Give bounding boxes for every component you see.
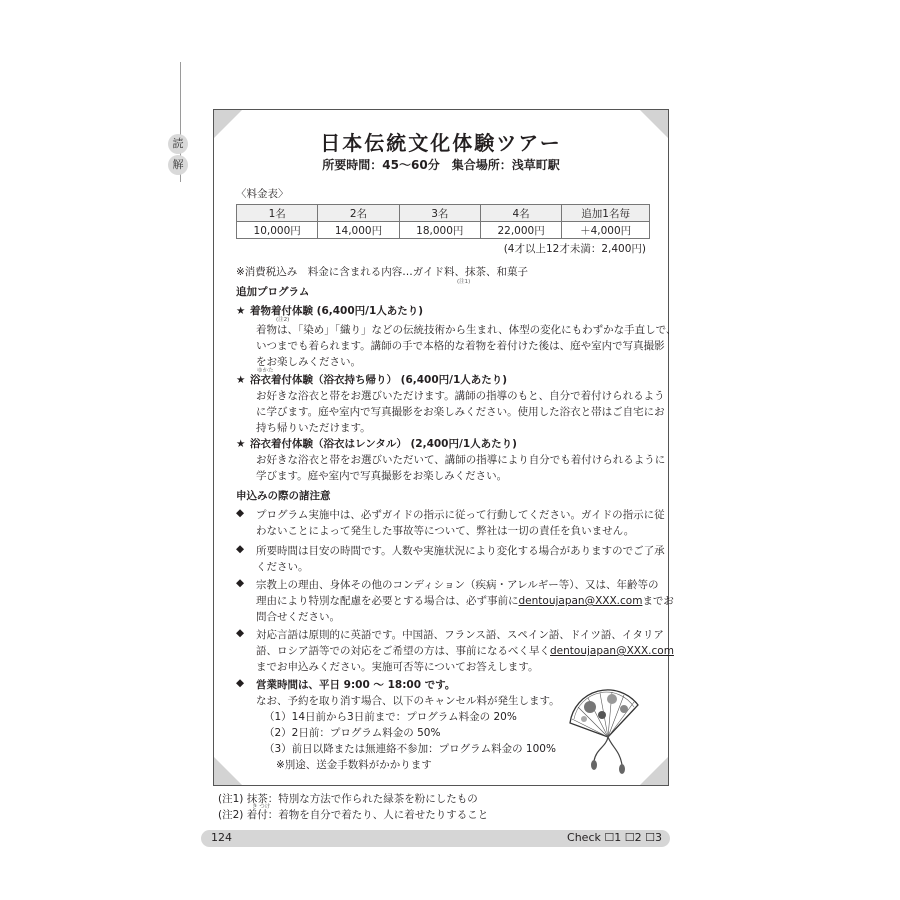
program-description: いつまでも着られます。講師の手で本格的な着物を着付けた後は、庭や室内で写真撮影 <box>256 340 665 352</box>
ruby-annotation: (注1) <box>457 279 471 285</box>
fee-value-cell: 18,000円 <box>399 222 480 239</box>
fee-header-cell: 4名 <box>480 205 561 222</box>
notice-text: までお申込みください。実施可否等についてお答えします。 <box>256 661 539 673</box>
check-label: Check <box>567 831 601 844</box>
additional-program-heading: 追加プログラム <box>236 286 310 298</box>
side-tab-comprehension: 解 <box>168 155 188 175</box>
ruby-annotation: (注2) <box>276 317 290 323</box>
flyer-title: 日本伝統文化体験ツアー <box>320 131 562 155</box>
ruby-annotation: ゆかた <box>257 368 274 374</box>
notice-text: 対応言語は原則的に英語です。中国語、フランス語、スペイン語、ドイツ語、イタリア <box>256 629 664 641</box>
footnote: (注1) 抹茶：特別な方法で作られた緑茶を粉にしたもの <box>218 793 478 805</box>
diamond-icon: ◆ <box>236 543 245 555</box>
fee-value-cell: 22,000円 <box>480 222 561 239</box>
folding-fan-illustration <box>564 685 644 775</box>
tax-note: ※消費税込み 料金に含まれる内容…ガイド料、抹茶、和菓子 <box>236 266 528 278</box>
notice-text: 宗教上の理由、身体その他のコンディション（疾病・アレルギー等）、又は、年齢等の <box>256 579 659 591</box>
transfer-fee-note: ※別途、送金手数料がかかります <box>276 759 432 771</box>
check-number: 2 <box>634 831 642 844</box>
notice-text: 問合せください。 <box>256 611 340 623</box>
program-description: お好きな浴衣と帯をお選びいただいて、講師の指導により自分でも着付けられるように <box>256 454 666 466</box>
program-title: 浴衣着付体験（浴衣はレンタル） (2,400円/1人あたり) <box>250 438 517 450</box>
check-boxes <box>567 831 662 844</box>
notices-heading: 申込みの際の諸注意 <box>236 490 331 502</box>
program-description: 持ち帰りいただけます。 <box>256 422 371 434</box>
star-icon: ★ <box>236 305 246 317</box>
diamond-icon: ◆ <box>236 627 245 639</box>
notice-text: 所要時間は目安の時間です。人数や実施状況により変化する場合がありますのでご了承 <box>256 545 665 557</box>
fee-value-cell: 14,000円 <box>318 222 399 239</box>
cancel-policy-intro: なお、予約を取り消す場合、以下のキャンセル料が発生します。 <box>256 695 560 707</box>
tour-flyer <box>213 109 677 786</box>
program-title: 浴衣着付体験（浴衣持ち帰り） (6,400円/1人あたり) <box>250 374 508 386</box>
star-icon: ★ <box>236 438 246 450</box>
email-link[interactable]: dentoujapan@XXX.com <box>518 595 643 607</box>
fee-header-cell: 追加1名毎 <box>562 205 650 222</box>
page-footer-bar <box>201 830 670 847</box>
checkbox-icon[interactable]: ☐ <box>645 831 655 844</box>
side-tab-read: 読 <box>168 134 188 154</box>
notice-text: わないことによって発生した事故等について、弊社は一切の責任を負いません。 <box>256 525 635 537</box>
fee-value-cell: 10,000円 <box>237 222 318 239</box>
notice-text: 理由により特別な配慮を必要とする場合は、必ず事前に <box>256 595 519 607</box>
page-number: 124 <box>211 831 232 844</box>
program-description: 学びます。庭や室内で写真撮影をお楽しみください。 <box>256 470 508 482</box>
check-number: 3 <box>655 831 662 844</box>
diamond-icon: ◆ <box>236 507 245 519</box>
fee-header-cell: 2名 <box>318 205 399 222</box>
check-number: 1 <box>614 831 622 844</box>
star-icon: ★ <box>236 374 246 386</box>
notice-text: 語、ロシア語等での対応をご希望の方は、事前になるべく早く <box>256 645 550 657</box>
child-price-note: (4才以上12才未満：2,400円) <box>503 243 646 255</box>
program-description: をお楽しみください。 <box>256 356 361 368</box>
program-description: お好きな浴衣と帯をお選びいただけます。講師の指導のもと、自分で着付けられるよう <box>256 390 665 402</box>
cancel-fee-item: （3）前日以降または無連絡不参加：プログラム料金の 100% <box>264 743 556 755</box>
corner-decoration <box>640 757 668 785</box>
fee-table <box>236 204 650 239</box>
program-title: 着物着付体験 (6,400円/1人あたり) <box>250 305 424 317</box>
program-description: に学びます。庭や室内で写真撮影をお楽しみください。使用した浴衣と帯はご自宅にお <box>256 406 665 418</box>
fee-value-cell: ＋4,000円 <box>562 222 650 239</box>
business-hours: 営業時間は、平日 9:00 ～ 18:00 です。 <box>256 679 456 691</box>
corner-decoration <box>214 757 242 785</box>
email-link[interactable]: dentoujapan@XXX.com <box>550 645 674 657</box>
cancel-fee-item: （1）14日前から3日前まで：プログラム料金の 20% <box>264 711 517 723</box>
fee-header-cell: 3名 <box>399 205 480 222</box>
diamond-icon: ◆ <box>236 577 245 589</box>
flyer-subtitle: 所要時間：45～60分 集合場所：浅草町駅 <box>322 158 560 172</box>
fee-header-cell: 1名 <box>237 205 318 222</box>
checkbox-icon[interactable]: ☐ <box>604 831 615 844</box>
fee-table-label: 〈料金表〉 <box>236 188 289 200</box>
program-description: 着物は、「染め」「織り」などの伝統技術から生まれ、体型の変化にもわずかな手直しで、 <box>256 324 677 336</box>
notice-text: プログラム実施中は、必ずガイドの指示に従って行動してください。ガイドの指示に従 <box>256 509 665 521</box>
checkbox-icon[interactable]: ☐ <box>624 831 635 844</box>
ruby-annotation: き つけ <box>252 804 271 810</box>
cancel-fee-item: （2）2日前：プログラム料金の 50% <box>264 727 441 739</box>
diamond-icon: ◆ <box>236 677 245 689</box>
footnote: (注2) 着付：着物を自分で着たり、人に着せたりすること <box>218 809 489 821</box>
notice-text: までお <box>642 595 674 607</box>
notice-text: ください。 <box>256 561 309 573</box>
